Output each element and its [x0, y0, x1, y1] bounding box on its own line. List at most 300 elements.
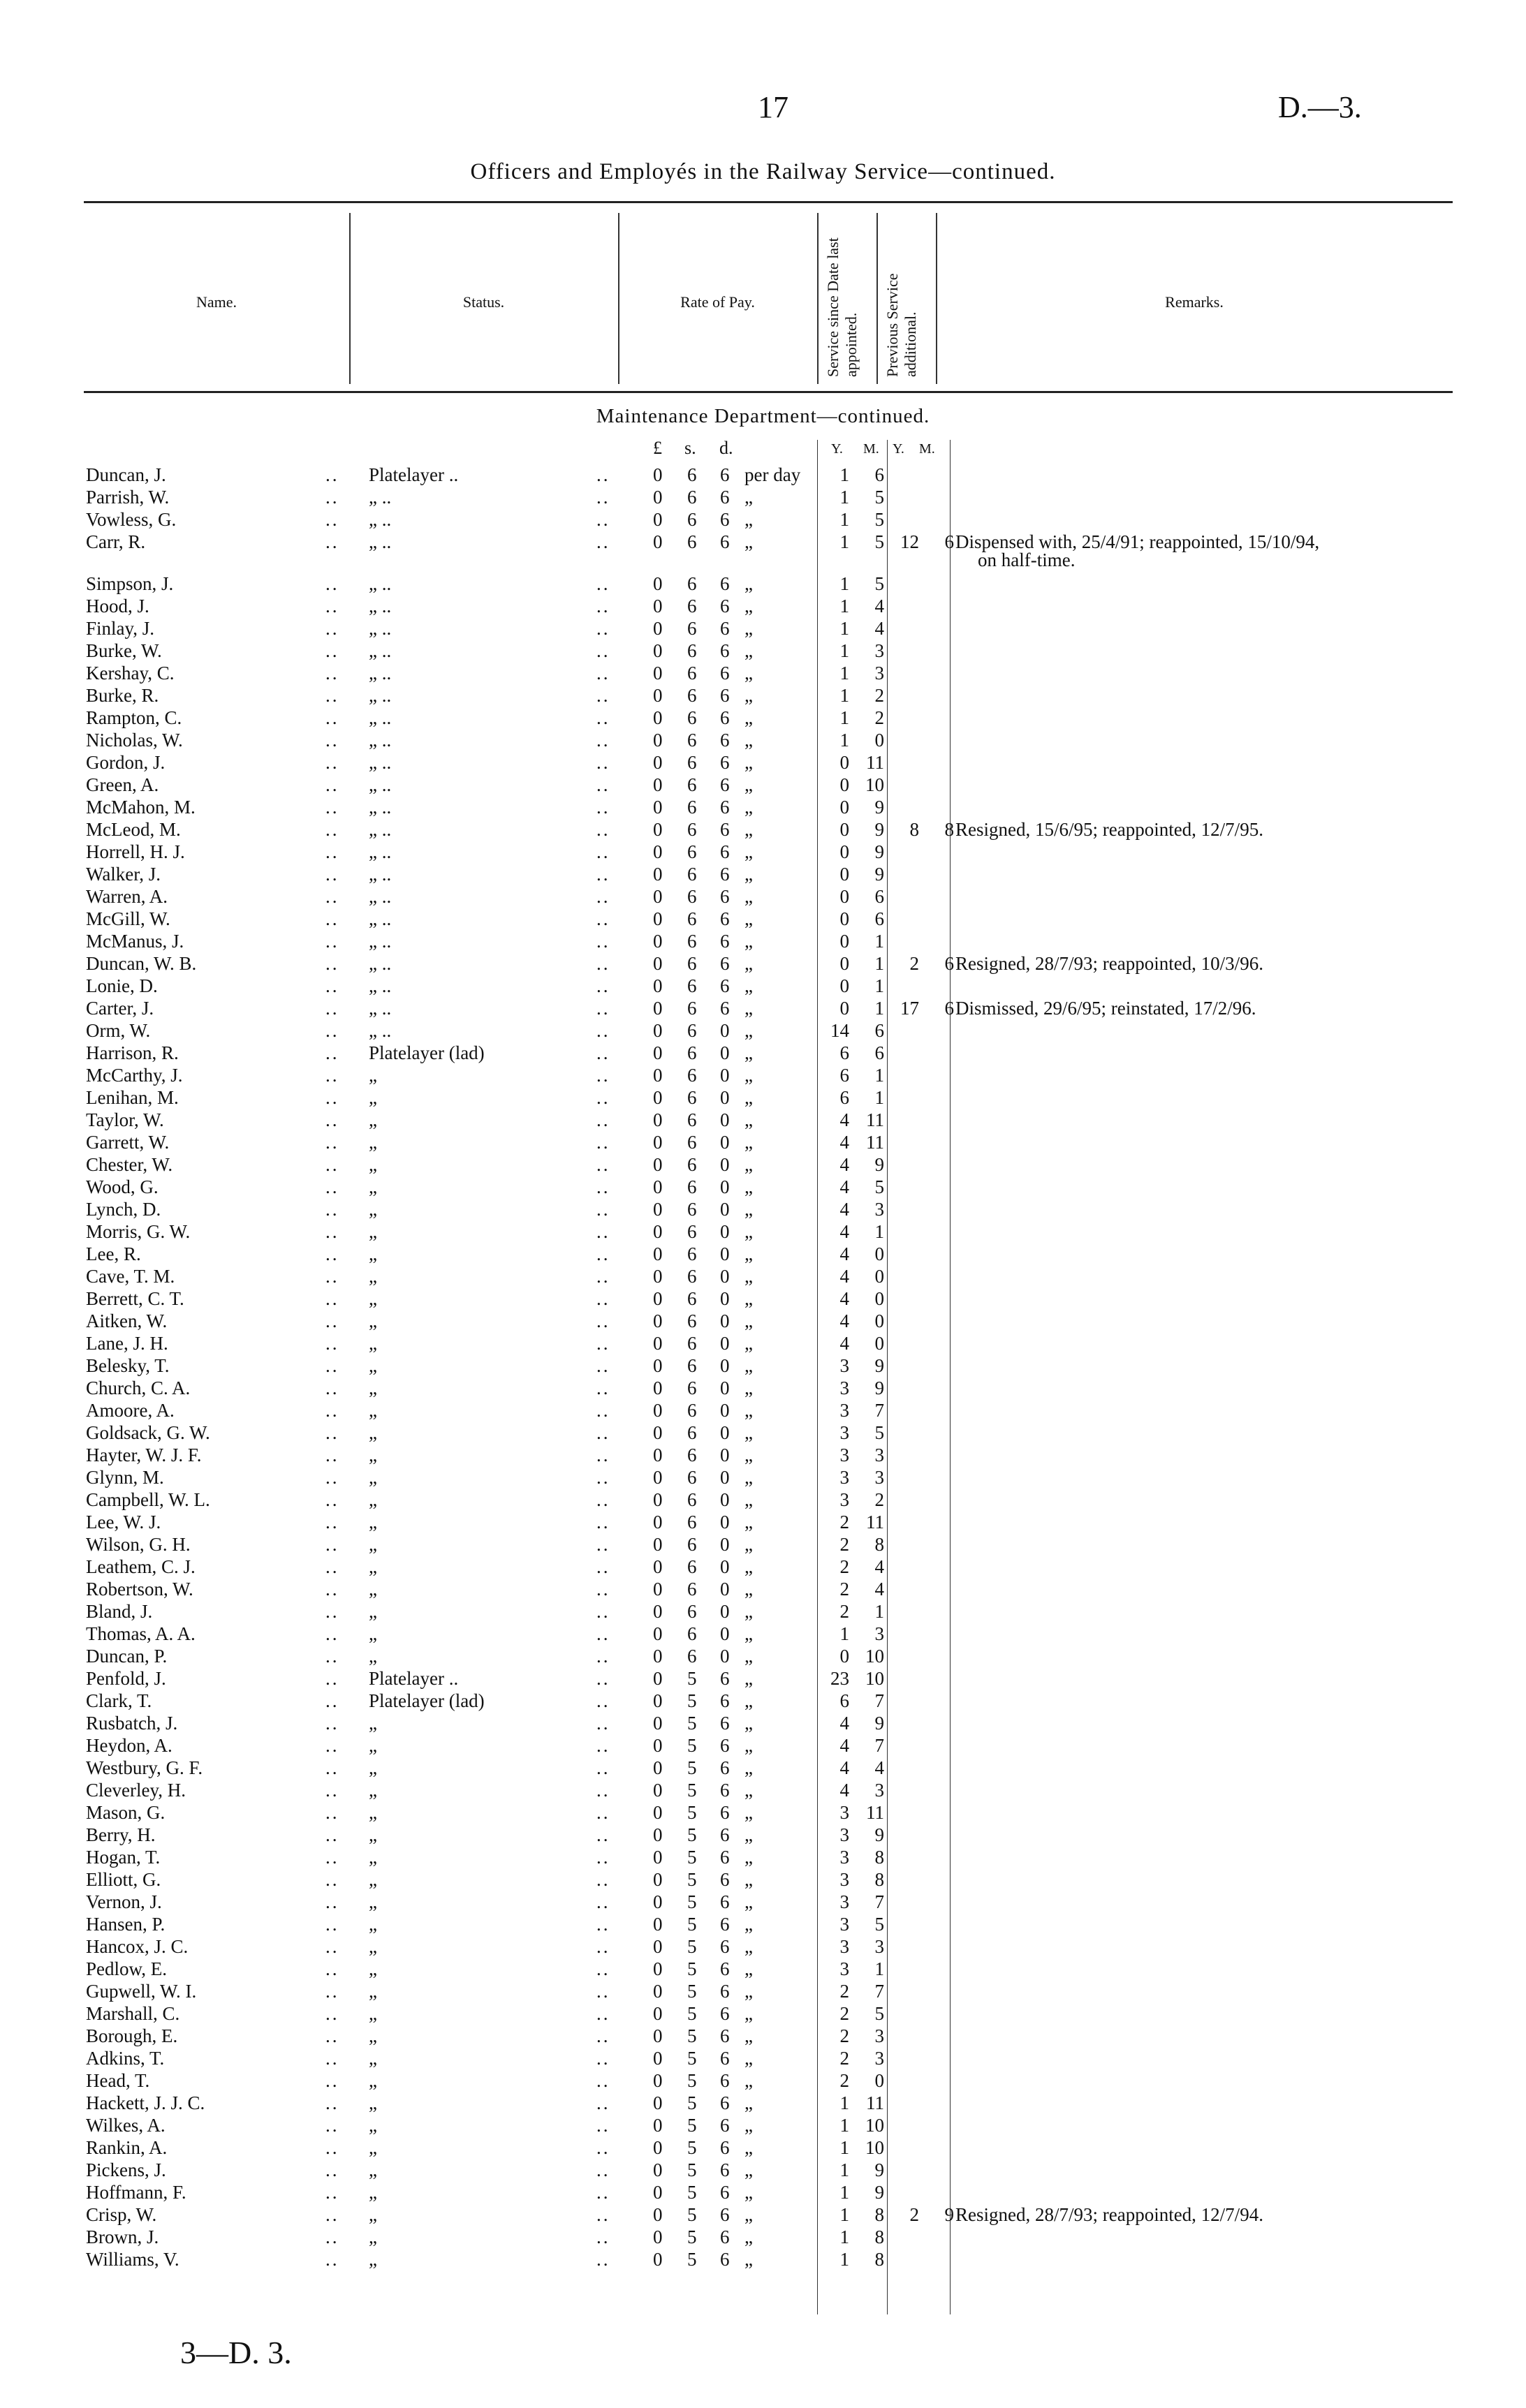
- pay-pounds: 0: [653, 2204, 663, 2225]
- pay-pounds: 0: [653, 730, 663, 751]
- table-row: [0, 1466, 1526, 1489]
- employee-name: Hayter, W. J. F.: [86, 1445, 202, 1465]
- pay-pence: 0: [720, 1333, 730, 1354]
- pay-pounds: 0: [653, 886, 663, 907]
- pay-shillings: 5: [687, 2070, 697, 2091]
- table-row: [0, 1354, 1526, 1377]
- service-years: 0: [839, 998, 849, 1019]
- leader-dots: ..: [596, 1556, 610, 1577]
- leader-dots: ..: [596, 2249, 610, 2270]
- leader-dots: ..: [325, 1623, 339, 1644]
- employee-status: „ ..: [369, 931, 392, 952]
- leader-dots: ..: [596, 1847, 610, 1868]
- pay-shillings: 6: [687, 1377, 697, 1398]
- pay-period: „: [744, 640, 753, 661]
- table-row: [0, 997, 1526, 1019]
- employee-status: „ ..: [369, 953, 392, 974]
- employee-status: „ ..: [369, 908, 392, 929]
- service-months: 9: [874, 819, 884, 840]
- remarks: Dispensed with, 25/4/91; reappointed, 15/10/94,: [955, 531, 1320, 552]
- remarks: Resigned, 28/7/93; reappointed, 12/7/94.: [955, 2204, 1263, 2225]
- leader-dots: ..: [325, 1869, 339, 1890]
- pay-shillings: 5: [687, 1869, 697, 1890]
- pay-pence: 6: [720, 1735, 730, 1756]
- employee-status: „ ..: [369, 640, 392, 661]
- employee-status: „: [369, 1333, 377, 1354]
- employee-name: Hoffmann, F.: [86, 2182, 186, 2203]
- table-row: [0, 1019, 1526, 1042]
- pay-pence: 0: [720, 1199, 730, 1220]
- table-row: [0, 1533, 1526, 1556]
- pay-pounds: 0: [653, 1288, 663, 1309]
- pay-pounds: 0: [653, 1065, 663, 1086]
- service-years: 23: [830, 1668, 849, 1689]
- employee-name: Marshall, C.: [86, 2003, 180, 2024]
- pay-shillings: 6: [687, 998, 697, 1019]
- employee-name: Church, C. A.: [86, 1377, 191, 1398]
- pay-pence: 0: [720, 1221, 730, 1242]
- leader-dots: ..: [596, 2070, 610, 2091]
- pay-period: „: [744, 1757, 753, 1778]
- table-row: [0, 1645, 1526, 1667]
- pay-pence: 6: [720, 685, 730, 706]
- section-title: Maintenance Department—continued.: [596, 405, 930, 427]
- pay-shillings: 6: [687, 1132, 697, 1153]
- pay-shillings: 5: [687, 1847, 697, 1868]
- table-row: [0, 573, 1526, 595]
- pay-shillings: 5: [687, 2137, 697, 2158]
- pay-shillings: 5: [687, 1802, 697, 1823]
- employee-status: „: [369, 1757, 377, 1778]
- pay-period: „: [744, 819, 753, 840]
- leader-dots: ..: [325, 1243, 339, 1264]
- pay-pence: 0: [720, 1534, 730, 1555]
- pay-shillings: 5: [687, 2092, 697, 2113]
- table-row: [0, 1220, 1526, 1243]
- pay-pounds: 0: [653, 752, 663, 773]
- employee-name: Borough, E.: [86, 2025, 178, 2046]
- service-years: 4: [839, 1154, 849, 1175]
- employee-status: „ ..: [369, 531, 392, 552]
- leader-dots: ..: [325, 1489, 339, 1510]
- employee-name: Walker, J.: [86, 864, 161, 885]
- pay-pounds: 0: [653, 2092, 663, 2113]
- pay-pence: 6: [720, 618, 730, 639]
- previous-months: 8: [944, 819, 954, 840]
- service-years: 3: [839, 1377, 849, 1398]
- pay-period: „: [744, 1735, 753, 1756]
- pay-pence: 6: [720, 464, 730, 485]
- pay-pounds: 0: [653, 1489, 663, 1510]
- employee-status: Platelayer ..: [369, 464, 459, 485]
- leader-dots: ..: [325, 1579, 339, 1600]
- leader-dots: ..: [325, 975, 339, 996]
- pay-shillings: 5: [687, 1824, 697, 1845]
- service-months: 5: [874, 1176, 884, 1197]
- pay-pence: 6: [720, 1914, 730, 1935]
- service-months: 3: [874, 1936, 884, 1957]
- table-title: Officers and Employés in the Railway Service—continued.: [470, 159, 1056, 184]
- leader-dots: ..: [325, 1512, 339, 1532]
- pay-shillings: 6: [687, 663, 697, 684]
- service-months: 9: [874, 797, 884, 818]
- leader-dots: ..: [325, 998, 339, 1019]
- pay-period: „: [744, 1891, 753, 1912]
- pay-pence: 6: [720, 1891, 730, 1912]
- leader-dots: ..: [325, 1154, 339, 1175]
- pay-period: „: [744, 1847, 753, 1868]
- table-row: [0, 1667, 1526, 1690]
- table-row: [0, 1444, 1526, 1466]
- service-months: 9: [874, 841, 884, 862]
- table-row: [0, 2181, 1526, 2203]
- pay-period: „: [744, 2137, 753, 2158]
- leader-dots: ..: [596, 886, 610, 907]
- service-years: 3: [839, 1489, 849, 1510]
- employee-name: Vowless, G.: [86, 509, 177, 530]
- employee-name: Burke, W.: [86, 640, 162, 661]
- service-months: 0: [874, 1333, 884, 1354]
- pay-period: „: [744, 1176, 753, 1197]
- employee-status: „: [369, 1981, 377, 2002]
- employee-name: Chester, W.: [86, 1154, 173, 1175]
- service-years: 1: [839, 531, 849, 552]
- pay-shillings: 5: [687, 2182, 697, 2203]
- employee-status: „: [369, 1176, 377, 1197]
- leader-dots: ..: [596, 1109, 610, 1130]
- table-row: [0, 617, 1526, 640]
- previous-years: 2: [909, 953, 919, 974]
- leader-dots: ..: [325, 1646, 339, 1667]
- pay-pounds: 0: [653, 1757, 663, 1778]
- remarks-continued: on half-time.: [978, 549, 1076, 570]
- pay-pounds: 0: [653, 1914, 663, 1935]
- service-years: 6: [839, 1690, 849, 1711]
- leader-dots: ..: [325, 886, 339, 907]
- employee-name: Goldsack, G. W.: [86, 1422, 210, 1443]
- table-row: [0, 1198, 1526, 1220]
- leader-dots: ..: [325, 1936, 339, 1957]
- service-months: 4: [874, 1757, 884, 1778]
- service-years: 4: [839, 1780, 849, 1801]
- table-row: [0, 1153, 1526, 1176]
- employee-name: Gordon, J.: [86, 752, 166, 773]
- pay-period: „: [744, 797, 753, 818]
- pay-period: „: [744, 1958, 753, 1979]
- pay-period: „: [744, 1199, 753, 1220]
- service-months: 9: [874, 2182, 884, 2203]
- pay-period: „: [744, 931, 753, 952]
- leader-dots: ..: [596, 1489, 610, 1510]
- service-years: 1: [839, 663, 849, 684]
- service-years: 1: [839, 640, 849, 661]
- pay-period: „: [744, 2092, 753, 2113]
- leader-dots: ..: [596, 1422, 610, 1443]
- leader-dots: ..: [325, 1176, 339, 1197]
- service-months: 5: [874, 487, 884, 508]
- leader-dots: ..: [596, 2115, 610, 2136]
- employee-name: Simpson, J.: [86, 573, 174, 594]
- previous-months: 6: [944, 998, 954, 1019]
- pay-pounds: 0: [653, 1445, 663, 1465]
- service-months: 8: [874, 2249, 884, 2270]
- pay-shillings: 6: [687, 730, 697, 751]
- employee-status: „: [369, 2070, 377, 2091]
- service-years: 6: [839, 1087, 849, 1108]
- service-years: 3: [839, 1847, 849, 1868]
- service-years: 1: [839, 1623, 849, 1644]
- footer-code: 3—D. 3.: [180, 2335, 292, 2370]
- leader-dots: ..: [325, 1109, 339, 1130]
- leader-dots: ..: [596, 1958, 610, 1979]
- pay-shillings: 6: [687, 1310, 697, 1331]
- service-years: 1: [839, 464, 849, 485]
- pay-shillings: 6: [687, 573, 697, 594]
- leader-dots: ..: [325, 1199, 339, 1220]
- column-header-status: Status.: [462, 293, 505, 311]
- pay-pounds: 0: [653, 1735, 663, 1756]
- pay-pounds: 0: [653, 573, 663, 594]
- pay-pence: 6: [720, 1869, 730, 1890]
- leader-dots: ..: [325, 1065, 339, 1086]
- pay-shillings: 6: [687, 1400, 697, 1421]
- pay-pence: 0: [720, 1288, 730, 1309]
- employee-status: „: [369, 1109, 377, 1130]
- leader-dots: ..: [325, 2003, 339, 2024]
- document-code: D.—3.: [1278, 90, 1362, 124]
- pay-pence: 6: [720, 841, 730, 862]
- service-months: 10: [865, 2137, 884, 2158]
- table-row: [0, 975, 1526, 997]
- leader-dots: ..: [596, 752, 610, 773]
- previous-months: 9: [944, 2204, 954, 2225]
- column-header-service: Service since Date last appointed.: [824, 237, 860, 377]
- leader-dots: ..: [325, 1266, 339, 1287]
- column-header-name: Name.: [196, 293, 237, 311]
- pay-pounds: 0: [653, 1243, 663, 1264]
- pay-shillings: 6: [687, 1333, 697, 1354]
- leader-dots: ..: [325, 841, 339, 862]
- employee-status: „: [369, 1400, 377, 1421]
- employee-status: „: [369, 1445, 377, 1465]
- service-years: 1: [839, 509, 849, 530]
- pay-shillings: 6: [687, 1199, 697, 1220]
- pay-pounds: 0: [653, 1422, 663, 1443]
- employee-status: „ ..: [369, 819, 392, 840]
- pay-period: „: [744, 2115, 753, 2136]
- service-months: 10: [865, 774, 884, 795]
- pay-period: „: [744, 1467, 753, 1488]
- employee-name: Garrett, W.: [86, 1132, 170, 1153]
- leader-dots: ..: [325, 531, 339, 552]
- employee-name: Hancox, J. C.: [86, 1936, 189, 1957]
- leader-dots: ..: [596, 618, 610, 639]
- table-row: [0, 464, 1526, 486]
- pay-pounds: 0: [653, 2003, 663, 2024]
- service-months: 10: [865, 1668, 884, 1689]
- header-divider: [876, 213, 878, 384]
- service-years: 1: [839, 2226, 849, 2247]
- employee-status: „ ..: [369, 730, 392, 751]
- pay-period: „: [744, 908, 753, 929]
- table-row: [0, 1913, 1526, 1935]
- leader-dots: ..: [596, 509, 610, 530]
- pay-shillings: 5: [687, 2003, 697, 2024]
- pay-pence: 6: [720, 1757, 730, 1778]
- table-row: [0, 1332, 1526, 1354]
- service-months: 6: [874, 464, 884, 485]
- previous-months: 6: [944, 953, 954, 974]
- pay-pounds: 0: [653, 1176, 663, 1197]
- leader-dots: ..: [596, 685, 610, 706]
- leader-dots: ..: [596, 1534, 610, 1555]
- pay-pence: 6: [720, 774, 730, 795]
- leader-dots: ..: [596, 1668, 610, 1689]
- pay-pence: 6: [720, 2003, 730, 2024]
- service-years: 0: [839, 975, 849, 996]
- employee-status: „: [369, 1489, 377, 1510]
- service-months: 2: [874, 707, 884, 728]
- pay-period: „: [744, 663, 753, 684]
- pay-pence: 6: [720, 886, 730, 907]
- pay-period: „: [744, 596, 753, 616]
- pay-pence: 6: [720, 1936, 730, 1957]
- pay-period: „: [744, 509, 753, 530]
- pay-pence: 6: [720, 2092, 730, 2113]
- employee-status: „: [369, 2137, 377, 2158]
- service-years: 2: [839, 1601, 849, 1622]
- table-row: [0, 2025, 1526, 2047]
- table-row: [0, 751, 1526, 774]
- pay-shillings: 6: [687, 1065, 697, 1086]
- employee-name: Cave, T. M.: [86, 1266, 175, 1287]
- employee-name: Elliott, G.: [86, 1869, 161, 1890]
- leader-dots: ..: [596, 774, 610, 795]
- pay-period: „: [744, 1422, 753, 1443]
- table-row: [0, 1377, 1526, 1399]
- service-months: 3: [874, 1445, 884, 1465]
- employee-status: „: [369, 2115, 377, 2136]
- leader-dots: ..: [325, 2115, 339, 2136]
- pay-shillings: 6: [687, 886, 697, 907]
- leader-dots: ..: [596, 1824, 610, 1845]
- pay-pence: 6: [720, 2204, 730, 2225]
- employee-status: Platelayer ..: [369, 1668, 459, 1689]
- employee-status: „: [369, 1065, 377, 1086]
- pay-pence: 0: [720, 1489, 730, 1510]
- pay-pence: 6: [720, 2137, 730, 2158]
- leader-dots: ..: [325, 596, 339, 616]
- pay-pence: 6: [720, 1847, 730, 1868]
- pay-period: „: [744, 2070, 753, 2091]
- pay-shillings: 6: [687, 1601, 697, 1622]
- pay-period: „: [744, 1512, 753, 1532]
- employee-name: Wood, G.: [86, 1176, 159, 1197]
- employee-name: Lee, W. J.: [86, 1512, 161, 1532]
- table-row: [0, 863, 1526, 885]
- leader-dots: ..: [325, 487, 339, 508]
- pay-pence: 0: [720, 1355, 730, 1376]
- pay-shillings: 6: [687, 819, 697, 840]
- service-months: 11: [866, 1512, 884, 1532]
- table-row: [0, 2248, 1526, 2270]
- employee-status: „: [369, 1958, 377, 1979]
- pay-pounds: 0: [653, 975, 663, 996]
- employee-name: Warren, A.: [86, 886, 168, 907]
- pay-shillings: 6: [687, 1646, 697, 1667]
- employee-name: Rusbatch, J.: [86, 1713, 178, 1734]
- leader-dots: ..: [325, 2048, 339, 2069]
- service-months: 1: [874, 1601, 884, 1622]
- pay-pence: 6: [720, 573, 730, 594]
- leader-dots: ..: [596, 1132, 610, 1153]
- service-months: 5: [874, 1422, 884, 1443]
- pay-shillings: 6: [687, 618, 697, 639]
- table-row: [0, 1801, 1526, 1824]
- pay-period: „: [744, 1824, 753, 1845]
- employee-status: „: [369, 1221, 377, 1242]
- service-years: 1: [839, 2182, 849, 2203]
- service-years: 4: [839, 1735, 849, 1756]
- service-years: 0: [839, 931, 849, 952]
- leader-dots: ..: [596, 2137, 610, 2158]
- service-years: 0: [839, 864, 849, 885]
- service-months: 5: [874, 1914, 884, 1935]
- pay-pounds: 0: [653, 487, 663, 508]
- service-months: 0: [874, 1266, 884, 1287]
- pay-pence: 6: [720, 819, 730, 840]
- pay-pounds: 0: [653, 1132, 663, 1153]
- service-months: 1: [874, 1087, 884, 1108]
- pay-pence: 6: [720, 2182, 730, 2203]
- employee-status: „ ..: [369, 1020, 392, 1041]
- leader-dots: ..: [325, 1668, 339, 1689]
- service-months: 1: [874, 1221, 884, 1242]
- pay-pence: 6: [720, 2226, 730, 2247]
- pay-pence: 6: [720, 2070, 730, 2091]
- employee-name: Taylor, W.: [86, 1109, 164, 1130]
- employee-name: Burke, R.: [86, 685, 159, 706]
- service-months: 6: [874, 1042, 884, 1063]
- leader-dots: ..: [596, 1780, 610, 1801]
- leader-dots: ..: [325, 1690, 339, 1711]
- pay-pounds: 0: [653, 1847, 663, 1868]
- pay-pounds: 0: [653, 1556, 663, 1577]
- pay-pounds: 0: [653, 1713, 663, 1734]
- leader-dots: ..: [596, 931, 610, 952]
- pay-pence: 6: [720, 663, 730, 684]
- column-header-remarks: Remarks.: [1165, 293, 1224, 311]
- pay-pounds: 0: [653, 864, 663, 885]
- pay-shillings: 6: [687, 1422, 697, 1443]
- leader-dots: ..: [325, 1824, 339, 1845]
- service-months: 9: [874, 1713, 884, 1734]
- employee-name: Lenihan, M.: [86, 1087, 179, 1108]
- service-years: 14: [830, 1020, 849, 1041]
- leader-dots: ..: [596, 464, 610, 485]
- pay-period: „: [744, 1109, 753, 1130]
- employee-status: „: [369, 1623, 377, 1644]
- service-years: 0: [839, 819, 849, 840]
- employee-status: „: [369, 2048, 377, 2069]
- table-row: [0, 1042, 1526, 1064]
- service-months: 8: [874, 2204, 884, 2225]
- pay-pence: 6: [720, 864, 730, 885]
- pay-shillings: 5: [687, 2204, 697, 2225]
- leader-dots: ..: [325, 2204, 339, 2225]
- leader-dots: ..: [325, 1333, 339, 1354]
- employee-status: „: [369, 1355, 377, 1376]
